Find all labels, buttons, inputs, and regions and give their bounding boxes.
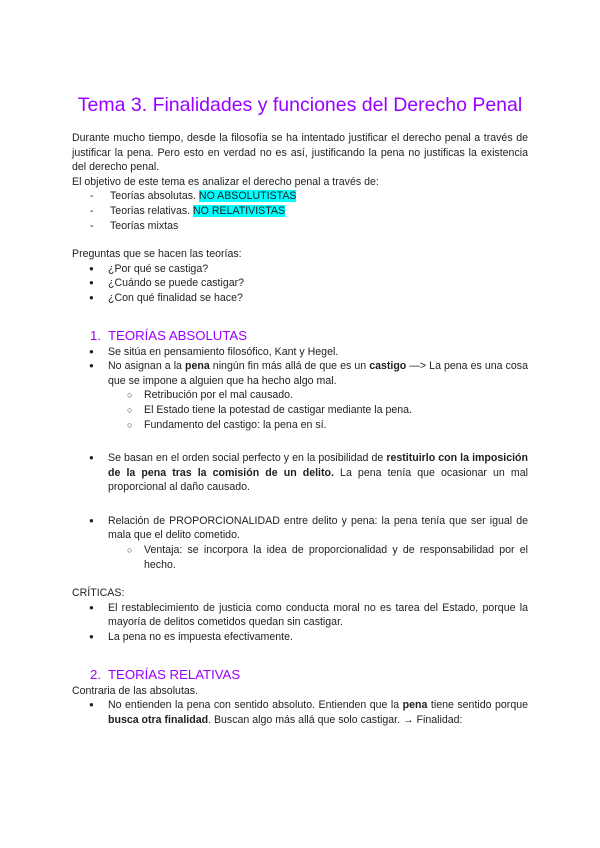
list-item: ● ¿Por qué se castiga? — [72, 262, 528, 277]
list-item: ● La pena no es impuesta efectivamente. — [72, 630, 528, 645]
list-item: ○ Fundamento del castigo: la pena en sí. — [72, 418, 528, 433]
page-title: Tema 3. Finalidades y funciones del Derecho Penal — [77, 94, 523, 116]
list-item: ● Se sitúa en pensamiento filosófico, Kant y Hegel. — [72, 345, 528, 360]
section-heading-relativas: 2. TEORÍAS RELATIVAS — [90, 666, 241, 682]
theories-list — [72, 189, 528, 233]
ventaja-sublist — [72, 543, 528, 572]
list-item: ● Relación de PROPORCIONALIDAD entre delito y pena: la pena tenía que ser igual de mala que el delito cometido. — [72, 514, 528, 543]
questions-list — [72, 262, 528, 306]
section-heading-absolutas: 1. TEORÍAS ABSOLUTAS — [90, 327, 247, 343]
list-item: ○ Ventaja: se incorpora la idea de proporcionalidad y de responsabilidad por el hecho. — [72, 543, 528, 572]
list-item: ● No entienden la pena con sentido absoluto. Entienden que la pena tiene sentido porque busca otra finalidad. Buscan algo más allá que solo castigar. → Finalidad: — [72, 698, 528, 727]
list-item: ● No asignan a la pena ningún fin más allá de que es un castigo —> La pena es una cosa que se impone a alguien que ha hecho algo mal. — [72, 359, 528, 388]
list-item: - Teorías mixtas — [72, 219, 528, 234]
list-item: ● ¿Con qué finalidad se hace? — [72, 291, 528, 306]
list-item: ● Se basan en el orden social perfecto y en la posibilidad de restituirlo con la imposición de la pena tras la comisión de un delito. La pena tenía que ocasionar un mal proporcional al daño causado. — [72, 451, 528, 495]
highlight: NO RELATIVISTAS — [193, 204, 286, 217]
list-item: ● El restablecimiento de justicia como conducta moral no es tarea del Estado, porque la mayoría de delitos cometidos quedan sin castigar. — [72, 601, 528, 630]
orden-social-list — [72, 451, 528, 495]
relativas-intro: Contraria de las absolutas. — [72, 684, 199, 697]
list-item: ● ¿Cuándo se puede castigar? — [72, 276, 528, 291]
document-page — [72, 92, 528, 727]
list-item: - Teorías absolutas. NO ABSOLUTISTAS — [72, 189, 528, 204]
criticas-label: CRÍTICAS: — [72, 587, 125, 600]
list-item: - Teorías relativas. NO RELATIVISTAS — [72, 204, 528, 219]
list-item: ○ El Estado tiene la potestad de castigar mediante la pena. — [72, 403, 528, 418]
objective-paragraph: El objetivo de este tema es analizar el derecho penal a través de: — [72, 175, 379, 188]
questions-label: Preguntas que se hacen las teorías: — [72, 248, 242, 261]
criticas-list — [72, 601, 528, 645]
highlight: NO ABSOLUTISTAS — [198, 190, 297, 203]
relativas-list — [72, 698, 528, 727]
intro-paragraph: Durante mucho tiempo, desde la filosofía se ha intentado justificar el derecho penal a través de justificar la pena. Pero esto en verdad no es así, justificando la pena no justificas la existencia del derecho penal. — [72, 132, 528, 174]
absolutas-list — [72, 345, 528, 389]
list-item: ○ Retribución por el mal causado. — [72, 388, 528, 403]
proporcionalidad-list — [72, 514, 528, 543]
absolutas-sublist — [72, 388, 528, 432]
